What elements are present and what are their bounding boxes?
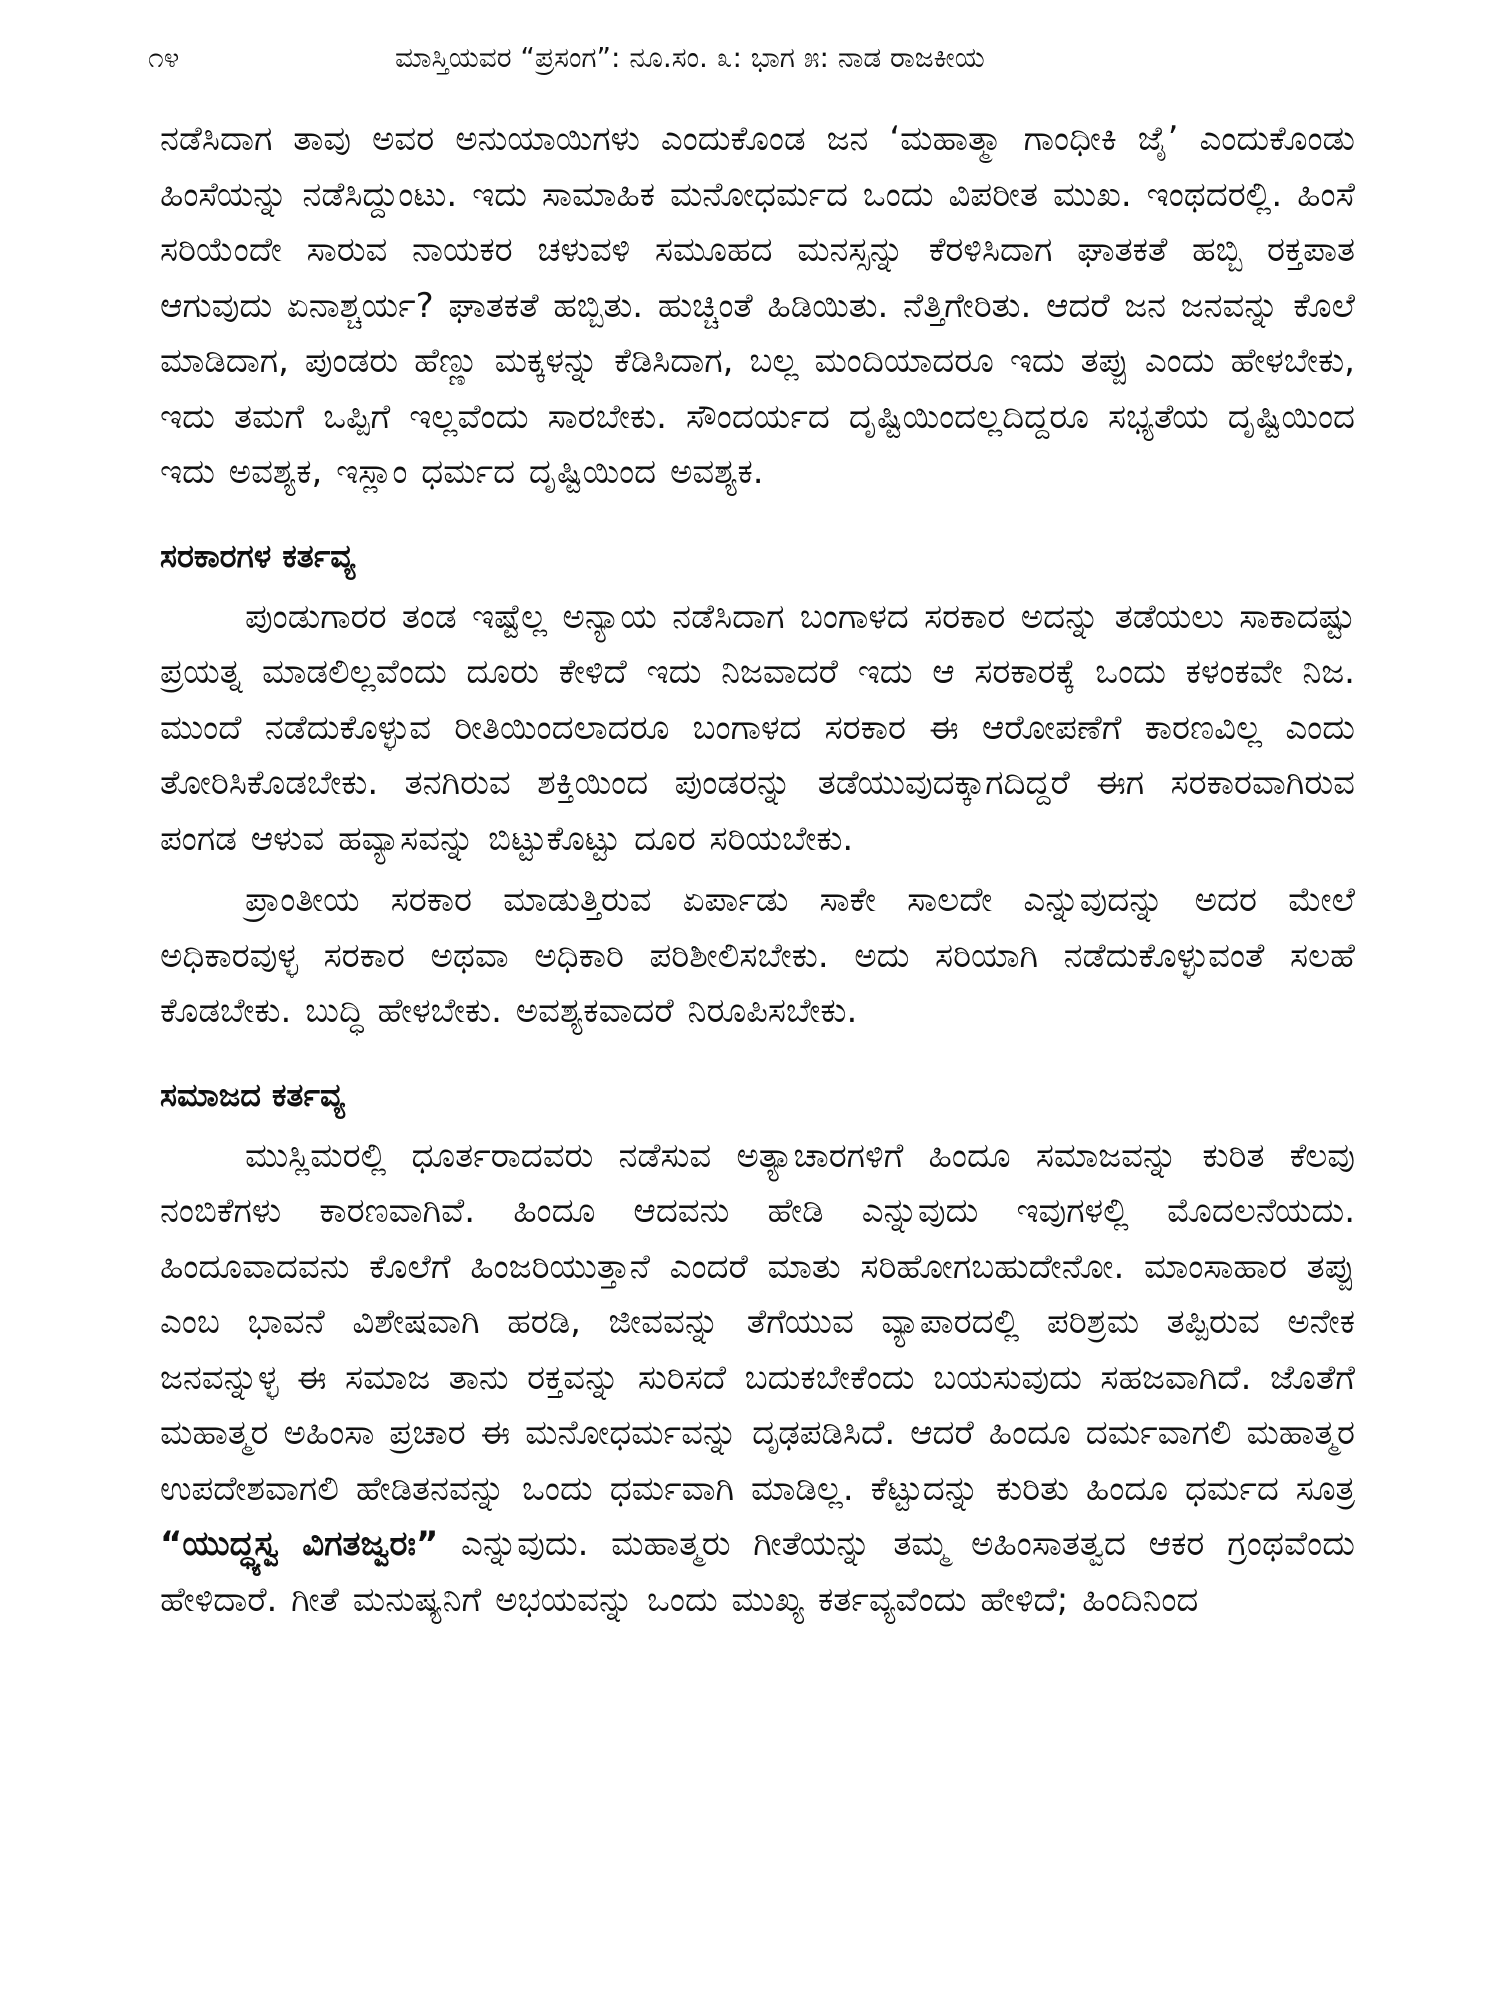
gita-quote: “ಯುದ್ಧ್ಯಸ್ವ ವಿಗತಜ್ವರಃ” (160, 1524, 439, 1564)
page-number: ೧೪ (148, 41, 180, 74)
paragraph-1: ನಡೆಸಿದಾಗ ತಾವು ಅವರ ಅನುಯಾಯಿಗಳು ಎಂದುಕೊಂಡ ಜನ ‘ಮಹಾತ್ಮಾ ಗಾಂಧೀಕಿ ಜೈ’ ಎಂದುಕೊಂಡು ಹಿಂಸೆಯನ್ನು ನಡೆಸಿದ್ದುಂಟು. ಇದು ಸಾಮಾಹಿಕ ಮನೋಧರ್ಮದ ಒಂದು ವಿಪರೀತ ಮುಖ. ಇಂಥದರಲ್ಲಿ. ಹಿಂಸೆ ಸರಿಯೆಂದೇ ಸಾರುವ ನಾಯಕರ ಚಳುವಳಿ ಸಮೂಹದ ಮನಸ್ಸನ್ನು ಕೆರಳಿಸಿದಾಗ ಘಾತಕತೆ ಹಬ್ಬಿ ರಕ್ತಪಾತ ಆಗುವುದು ಏನಾಶ್ಚರ್ಯ? ಘಾತಕತೆ ಹಬ್ಬಿತು. ಹುಚ್ಚಿಂತೆ ಹಿಡಿಯಿತು. ನೆತ್ತಿಗೇರಿತು. ಆದರೆ ಜನ ಜನವನ್ನು ಕೊಲೆ ಮಾಡಿದಾಗ, ಪುಂಡರು ಹೆಣ್ಣು ಮಕ್ಕಳನ್ನು ಕೆಡಿಸಿದಾಗ, ಬಲ್ಲ ಮಂದಿಯಾದರೂ ಇದು ತಪ್ಪು ಎಂದು ಹೇಳಬೇಕು, ಇದು ತಮಗೆ ಒಪ್ಪಿಗೆ ಇಲ್ಲವೆಂದು ಸಾರಬೇಕು. ಸೌಂದರ್ಯದ ದೃಷ್ಟಿಯಿಂದಲ್ಲದಿದ್ದರೂ ಸಭ್ಯತೆಯ ದೃಷ್ಟಿಯಿಂದ ಇದು ಅವಶ್ಯಕ, ಇಸ್ಲಾಂ ಧರ್ಮದ ದೃಷ್ಟಿಯಿಂದ ಅವಶ್ಯಕ. (160, 119, 1355, 492)
section-heading-society-duty: ಸಮಾಜದ ಕರ್ತವ್ಯ (160, 1075, 345, 1114)
section-heading-government-duty: ಸರಕಾರಗಳ ಕರ್ತವ್ಯ (160, 536, 356, 575)
paragraph-3: ಪ್ರಾಂತೀಯ ಸರಕಾರ ಮಾಡುತ್ತಿರುವ ಏರ್ಪಾಡು ಸಾಕೇ ಸಾಲದೇ ಎನ್ನುವುದನ್ನು ಅದರ ಮೇಲೆ ಅಧಿಕಾರವುಳ್ಳ ಸರಕಾರ ಅಥವಾ ಅಧಿಕಾರಿ ಪರಿಶೀಲಿಸಬೇಕು. ಅದು ಸರಿಯಾಗಿ ನಡೆದುಕೊಳ್ಳುವಂತೆ ಸಲಹೆ ಕೊಡಬೇಕು. ಬುದ್ಧಿ ಹೇಳಬೇಕು. ಅವಶ್ಯಕವಾದರೆ ನಿರೂಪಿಸಬೇಕು. (160, 880, 1355, 1031)
running-title: ಮಾಸ್ತಿಯವರ “ಪ್ರಸಂಗ”: ನೂ.ಸಂ. ೩: ಭಾಗ ೫: ನಾಡ ರಾಜಕೀಯ (395, 41, 985, 74)
paragraph-4-continuation: ಎನ್ನುವುದು. ಮಹಾತ್ಮರು ಗೀತೆಯನ್ನು ತಮ್ಮ ಅಹಿಂಸಾತತ್ವದ ಆಕರ ಗ್ರಂಥವೆಂದು ಹೇಳಿದಾರೆ. ಗೀತೆ ಮನುಷ್ಯನಿಗೆ ಅಭಯವನ್ನು ಒಂದು ಮುಖ್ಯ ಕರ್ತವ್ಯವೆಂದು ಹೇಳಿದೆ; ಹಿಂದಿನಿಂದ (160, 1524, 1355, 1620)
page-body (160, 112, 1355, 1628)
page-header (0, 38, 1500, 78)
paragraph-2: ಪುಂಡುಗಾರರ ತಂಡ ಇಷ್ಟೆಲ್ಲ ಅನ್ಯಾಯ ನಡೆಸಿದಾಗ ಬಂಗಾಳದ ಸರಕಾರ ಅದನ್ನು ತಡೆಯಲು ಸಾಕಾದಷ್ಟು ಪ್ರಯತ್ನ ಮಾಡಲಿಲ್ಲವೆಂದು ದೂರು ಕೇಳಿದೆ ಇದು ನಿಜವಾದರೆ ಇದು ಆ ಸರಕಾರಕ್ಕೆ ಒಂದು ಕಳಂಕವೇ ನಿಜ. ಮುಂದೆ ನಡೆದುಕೊಳ್ಳುವ ರೀತಿಯಿಂದಲಾದರೂ ಬಂಗಾಳದ ಸರಕಾರ ಈ ಆರೋಪಣೆಗೆ ಕಾರಣವಿಲ್ಲ ಎಂದು ತೋರಿಸಿಕೊಡಬೇಕು. ತನಗಿರುವ ಶಕ್ತಿಯಿಂದ ಪುಂಡರನ್ನು ತಡೆಯುವುದಕ್ಕಾಗದಿದ್ದರೆ ಈಗ ಸರಕಾರವಾಗಿರುವ ಪಂಗಡ ಆಳುವ ಹವ್ಯಾಸವನ್ನು ಬಿಟ್ಟುಕೊಟ್ಟು ದೂರ ಸರಿಯಬೇಕು. (160, 596, 1355, 859)
paragraph-4 (160, 1129, 1355, 1629)
paragraph-4-text: ಮುಸ್ಲಿಮರಲ್ಲಿ ಧೂರ್ತರಾದವರು ನಡೆಸುವ ಅತ್ಯಾಚಾರಗಳಿಗೆ ಹಿಂದೂ ಸಮಾಜವನ್ನು ಕುರಿತ ಕೆಲವು ನಂಬಿಕೆಗಳು ಕಾರಣವಾಗಿವೆ. ಹಿಂದೂ ಆದವನು ಹೇಡಿ ಎನ್ನುವುದು ಇವುಗಳಲ್ಲಿ ಮೊದಲನೆಯದು. ಹಿಂದೂವಾದವನು ಕೊಲೆಗೆ ಹಿಂಜರಿಯುತ್ತಾನೆ ಎಂದರೆ ಮಾತು ಸರಿಹೋಗಬಹುದೇನೋ. ಮಾಂಸಾಹಾರ ತಪ್ಪು ಎಂಬ ಭಾವನೆ ವಿಶೇಷವಾಗಿ ಹರಡಿ, ಜೀವವನ್ನು ತೆಗೆಯುವ ವ್ಯಾಪಾರದಲ್ಲಿ ಪರಿಶ್ರಮ ತಪ್ಪಿರುವ ಅನೇಕ ಜನವನ್ನುಳ್ಳ ಈ ಸಮಾಜ ತಾನು ರಕ್ತವನ್ನು ಸುರಿಸದೆ ಬದುಕಬೇಕೆಂದು ಬಯಸುವುದು ಸಹಜವಾಗಿದೆ. ಜೊತೆಗೆ ಮಹಾತ್ಮರ ಅಹಿಂಸಾ ಪ್ರಚಾರ ಈ ಮನೋಧರ್ಮವನ್ನು ದೃಢಪಡಿಸಿದೆ. ಆದರೆ ಹಿಂದೂ ದರ್ಮವಾಗಲಿ ಮಹಾತ್ಮರ ಉಪದೇಶವಾಗಲಿ ಹೇಡಿತನವನ್ನು ಒಂದು ಧರ್ಮವಾಗಿ ಮಾಡಿಲ್ಲ. ಕೆಟ್ಟುದನ್ನು ಕುರಿತು ಹಿಂದೂ ಧರ್ಮದ ಸೂತ್ರ (160, 1135, 1355, 1509)
